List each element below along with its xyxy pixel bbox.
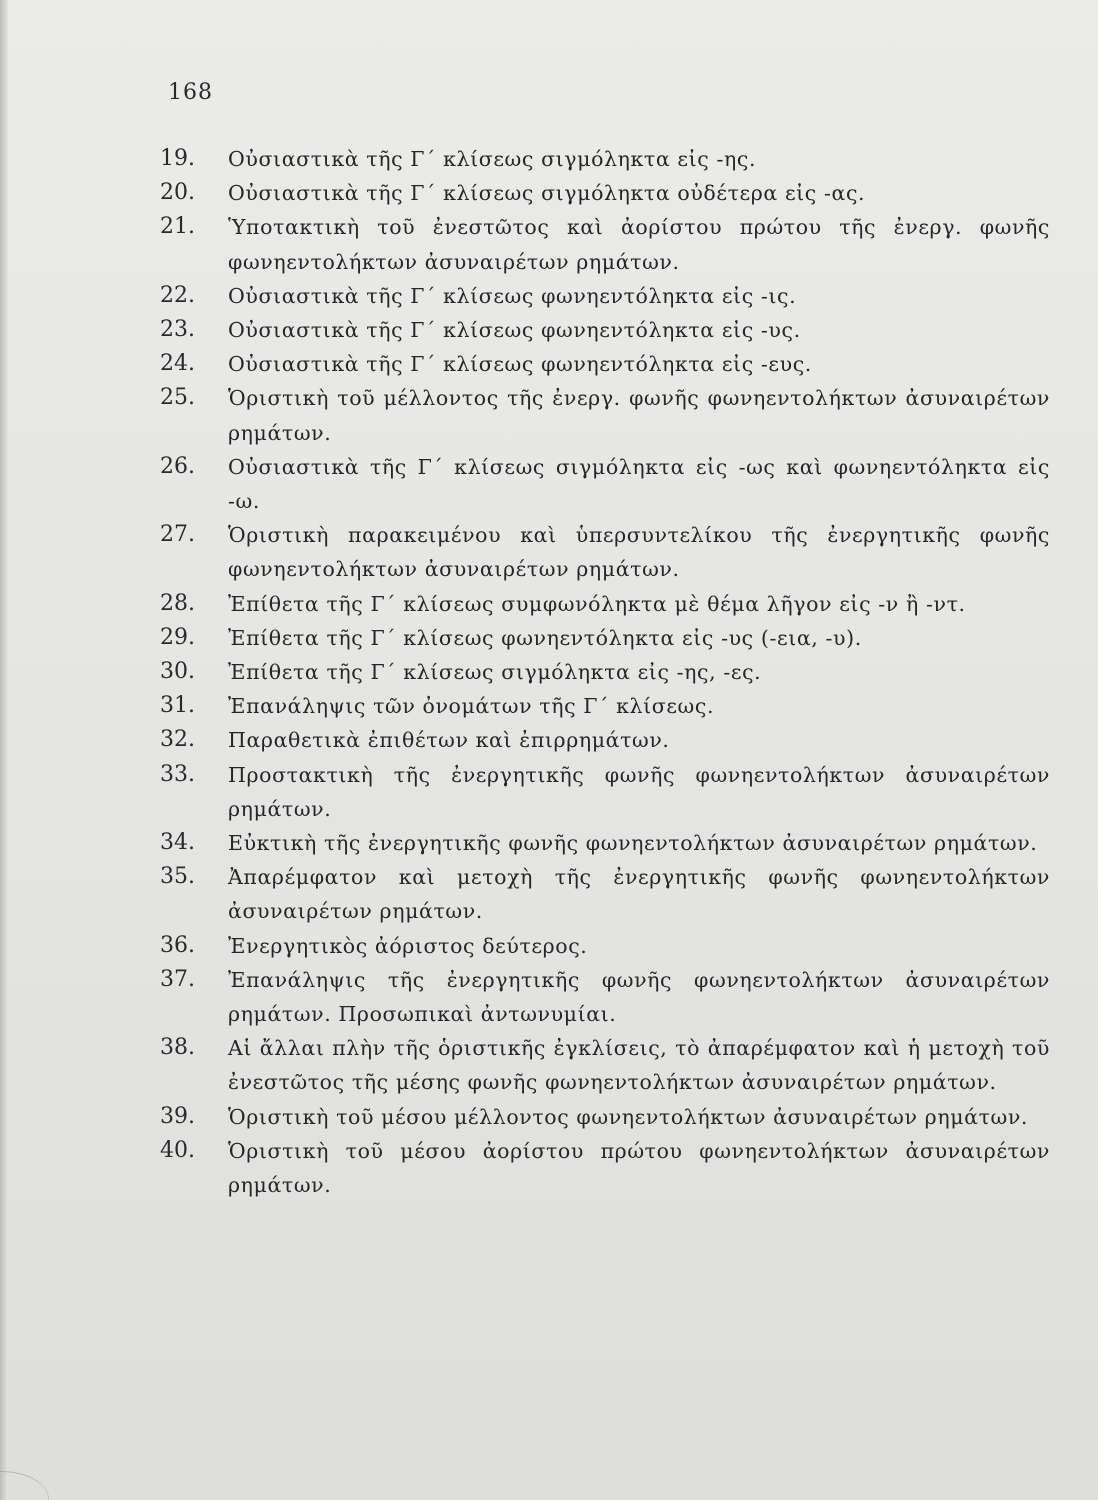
list-item xyxy=(0,655,1098,689)
list-item xyxy=(0,963,1098,1031)
page-number: 168 xyxy=(168,80,213,105)
entry-text: Οὐσιαστικὰ τῆς Γ΄ κλίσεως σιγμόληκτα εἰς -ης. xyxy=(228,147,757,171)
entry-number: 29. xyxy=(160,624,195,650)
list-item xyxy=(0,689,1098,723)
page-corner-curl xyxy=(0,1471,49,1500)
entry-text: Οὐσιαστικὰ τῆς Γ΄ κλίσεως φωνηεντόληκτα εἰς -υς. xyxy=(228,318,801,343)
list-item xyxy=(0,142,1098,176)
table-of-contents-list xyxy=(0,142,1098,1202)
entry-text: Ὁριστικὴ τοῦ μέσου ἀορίστου πρώτου φωνηεντολήκτων ἀσυναιρέτων ρημάτων. xyxy=(228,1138,1050,1198)
entry-text: Οὐσιαστικὰ τῆς Γ΄ κλίσεως σιγμόληκτα οὐδέτερα εἰς -ας. xyxy=(228,181,866,206)
entry-number: 20. xyxy=(160,180,195,206)
list-item xyxy=(0,279,1098,313)
entry-number: 24. xyxy=(160,351,195,377)
list-item xyxy=(0,587,1098,621)
entry-number: 34. xyxy=(160,830,195,856)
list-item xyxy=(0,450,1098,518)
entry-text: Οὐσιαστικὰ τῆς Γ΄ κλίσεως φωνηεντόληκτα εἰς -ευς. xyxy=(228,352,812,377)
entry-number: 31. xyxy=(160,693,195,719)
list-item xyxy=(0,929,1098,963)
entry-number: 19. xyxy=(160,146,195,171)
entry-text: Οὐσιαστικὰ τῆς Γ΄ κλίσεως φωνηεντόληκτα εἰς -ις. xyxy=(228,283,797,308)
entry-text: Ἐνεργητικὸς ἀόριστος δεύτερος. xyxy=(228,933,588,958)
entry-text: Ἐπανάληψις τῶν ὀνομάτων τῆς Γ΄ κλίσεως. xyxy=(228,694,715,719)
entry-number: 39. xyxy=(160,1103,195,1129)
list-item xyxy=(0,176,1098,210)
entry-number: 32. xyxy=(160,727,195,753)
entry-text: Ἐπανάληψις τῆς ἐνεργητικῆς φωνῆς φωνηεντολήκτων ἀσυναιρέτων ρημάτων. Προσωπικαὶ ἀντωνυμίαι. xyxy=(228,967,1050,1027)
entry-number: 38. xyxy=(160,1035,195,1061)
list-item xyxy=(0,758,1098,826)
list-item xyxy=(0,826,1098,860)
entry-number: 26. xyxy=(160,453,195,479)
entry-text: Αἱ ἄλλαι πλὴν τῆς ὁριστικῆς ἐγκλίσεις, τὸ ἀπαρέμφατον καὶ ἡ μετοχὴ τοῦ ἐνεστῶτος τῆς μέσης φωνῆς φωνηεντολήκτων ἀσυναιρέτων ρημάτων. xyxy=(228,1036,1050,1095)
list-item xyxy=(0,1031,1098,1099)
entry-number: 22. xyxy=(160,282,195,308)
entry-number: 30. xyxy=(160,659,195,685)
entry-number: 40. xyxy=(160,1137,195,1163)
entry-number: 23. xyxy=(160,317,195,343)
entry-text: Ἀπαρέμφατον καὶ μετοχὴ τῆς ἐνεργητικῆς φωνῆς φωνηεντολήκτων ἀσυναιρέτων ρημάτων. xyxy=(228,865,1050,924)
list-item xyxy=(0,210,1098,278)
entry-text: Ἐπίθετα τῆς Γ΄ κλίσεως συμφωνόληκτα μὲ θέμα λῆγον εἰς -ν ἢ -ντ. xyxy=(228,591,966,616)
entry-text: Εὐκτικὴ τῆς ἐνεργητικῆς φωνῆς φωνηεντολήκτων ἀσυναιρέτων ρημάτων. xyxy=(228,831,1038,856)
entry-text: Ὁριστικὴ τοῦ μέλλοντος τῆς ἐνεργ. φωνῆς φωνηεντολήκτων ἀσυναιρέτων ρημάτων. xyxy=(228,386,1050,445)
entry-text: Ὁριστικὴ παρακειμένου καὶ ὑπερσυντελίκου τῆς ἐνεργητικῆς φωνῆς φωνηεντολήκτων ἀσυναιρέτων ρημάτων. xyxy=(228,523,1050,582)
entry-text: Παραθετικὰ ἐπιθέτων καὶ ἐπιρρημάτων. xyxy=(228,728,670,753)
entry-number: 25. xyxy=(160,385,195,411)
entry-number: 27. xyxy=(160,522,195,548)
list-item xyxy=(0,1134,1098,1202)
list-item xyxy=(0,1100,1098,1134)
entry-number: 36. xyxy=(160,932,195,958)
entry-text: Ὁριστικὴ τοῦ μέσου μέλλοντος φωνηεντολήκτων ἀσυναιρέτων ρημάτων. xyxy=(228,1104,1029,1129)
entry-text: Ἐπίθετα τῆς Γ΄ κλίσεως φωνηεντόληκτα εἰς -υς (-εια, -υ). xyxy=(228,625,862,650)
entry-number: 28. xyxy=(160,590,195,616)
list-item xyxy=(0,313,1098,347)
entry-number: 35. xyxy=(160,864,195,890)
entry-number: 21. xyxy=(160,214,195,240)
entry-number: 33. xyxy=(160,761,195,787)
entry-text: Ἐπίθετα τῆς Γ΄ κλίσεως σιγμόληκτα εἰς -ης, -ες. xyxy=(228,660,762,685)
list-item xyxy=(0,621,1098,655)
entry-text: Οὐσιαστικὰ τῆς Γ΄ κλίσεως σιγμόληκτα εἰς -ως καὶ φωνηεντόληκτα εἰς -ω. xyxy=(228,454,1050,514)
list-item xyxy=(0,381,1098,449)
list-item xyxy=(0,860,1098,928)
list-item xyxy=(0,347,1098,381)
entry-text: Προστακτικὴ τῆς ἐνεργητικῆς φωνῆς φωνηεντολήκτων ἀσυναιρέτων ρημάτων. xyxy=(228,762,1050,821)
list-item xyxy=(0,723,1098,757)
list-item xyxy=(0,518,1098,586)
entry-number: 37. xyxy=(160,966,195,992)
entry-text: Ὑποτακτικὴ τοῦ ἐνεστῶτος καὶ ἀορίστου πρώτου τῆς ἐνεργ. φωνῆς φωνηεντολήκτων ἀσυναιρέτων ρημάτων. xyxy=(228,215,1050,274)
